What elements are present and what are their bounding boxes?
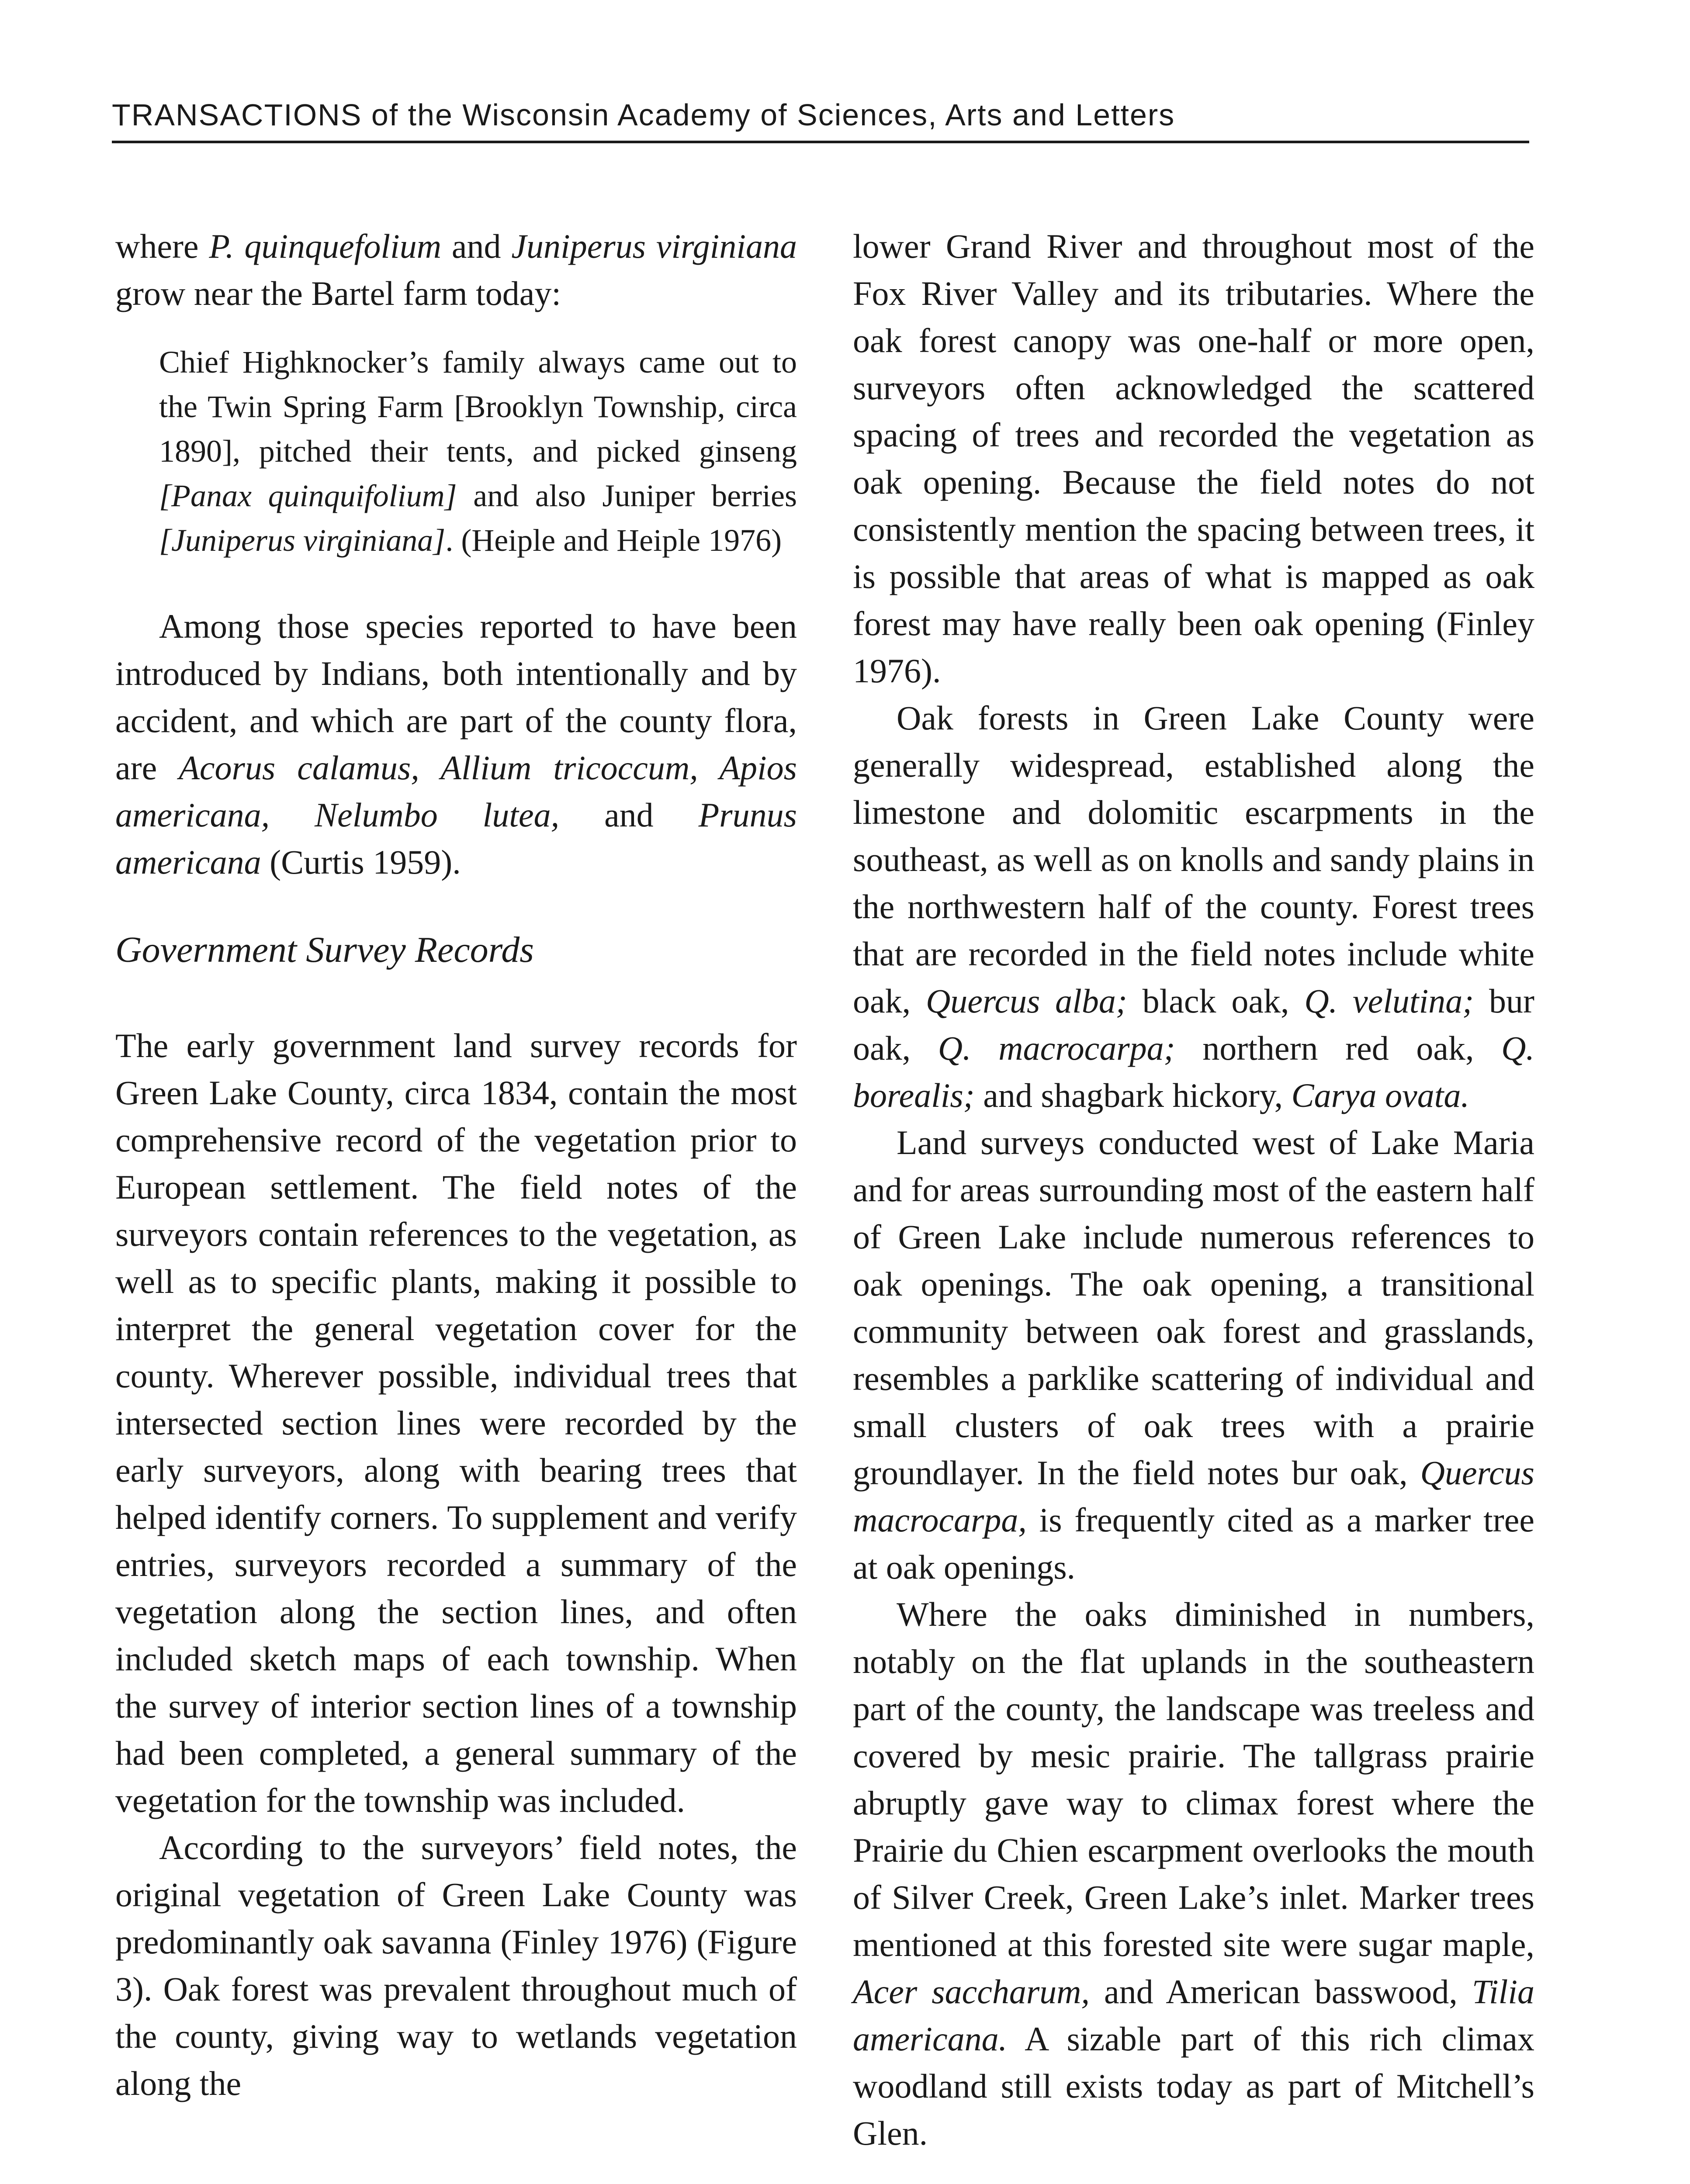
right-column: [853, 223, 1534, 2157]
right-paragraph-3: Land surveys conducted west of Lake Maria and for areas surrounding most of the eastern half of Green Lake include numerous references to oak openings. The oak opening, a transitional community between oak forest and grasslands, resembles a parklike scattering of individual and small clusters of oak trees with a prairie groundlayer. In the field notes bur oak, Quercus macrocarpa, is frequently cited as a marker tree at oak openings.: [853, 1123, 1534, 1586]
right-paragraph-1: lower Grand River and throughout most of the Fox River Valley and its tributaries. Where the oak forest canopy was one-half or more open, surveyors often acknowledged the scattered spacing of trees and recorded the vegetation as oak opening. Because the field notes do not consistently mention the spacing between trees, it is possible that areas of what is mapped as oak forest may have really been oak opening (Finley 1976).: [853, 227, 1534, 690]
left-paragraph-1: where P. quinquefolium and Juniperus virginiana grow near the Bartel farm today:: [115, 227, 797, 312]
header-rule: [112, 141, 1529, 143]
left-paragraph-4: According to the surveyors’ field notes, the original vegetation of Green Lake County was predominantly oak savanna (Finley 1976) (Figure 3). Oak forest was prevalent throughout much of the county, giving way to wetlands vegetation along the: [115, 1828, 797, 2102]
right-paragraph-4: Where the oaks diminished in numbers, notably on the flat uplands in the southeastern part of the county, the landscape was treeless and covered by mesic prairie. The tallgrass prairie abruptly gave way to climax forest where the Prairie du Chien escarpment overlooks the mouth of Silver Creek, Green Lake’s inlet. Marker trees mentioned at this forested site were sugar maple, Acer saccharum, and American basswood, Tilia americana. A sizable part of this rich climax woodland still exists today as part of Mitchell’s Glen.: [853, 1595, 1534, 2152]
right-paragraph-2: Oak forests in Green Lake County were generally widespread, established along the limestone and dolomitic escarpments in the southeast, as well as on knolls and sandy plains in the northwestern half of the county. Forest trees that are recorded in the field notes include white oak, Quercus alba; black oak, Q. velutina; bur oak, Q. macrocarpa; northern red oak, Q. borealis; and shagbark hickory, Carya ovata.: [853, 699, 1535, 1114]
section-heading: Government Survey Records: [115, 930, 534, 970]
left-paragraph-2: Among those species reported to have been introduced by Indians, both intentionally and by accident, and which are part of the county flora, are Acorus calamus, Allium tricoccum, Apios americana, Nelumbo lutea, and Prunus americana (Curtis 1959).: [115, 607, 797, 881]
left-column: [115, 223, 797, 2107]
block-quote: Chief Highknocker’s family always came out to the Twin Spring Farm [Brooklyn Township, circa 1890], pitched their tents, and picked ginseng [Panax quinquifolium] and also Juniper berries [Juniperus virginiana]. (Heiple and Heiple 1976): [159, 345, 797, 558]
left-paragraph-3: The early government land survey records for Green Lake County, circa 1834, contain the most comprehensive record of the vegetation prior to European settlement. The field notes of the surveyors contain references to the vegetation, as well as to specific plants, making it possible to interpret the general vegetation cover for the county. Wherever possible, individual trees that intersected section lines were recorded by the early surveyors, along with bearing trees that helped identify corners. To supplement and verify entries, surveyors recorded a summary of the vegetation along the section lines, and often included sketch maps of each township. When the survey of interior section lines of a township had been completed, a general summary of the vegetation for the township was included.: [115, 1026, 797, 1819]
running-head: TRANSACTIONS of the Wisconsin Academy of Sciences, Arts and Letters: [112, 98, 1175, 132]
